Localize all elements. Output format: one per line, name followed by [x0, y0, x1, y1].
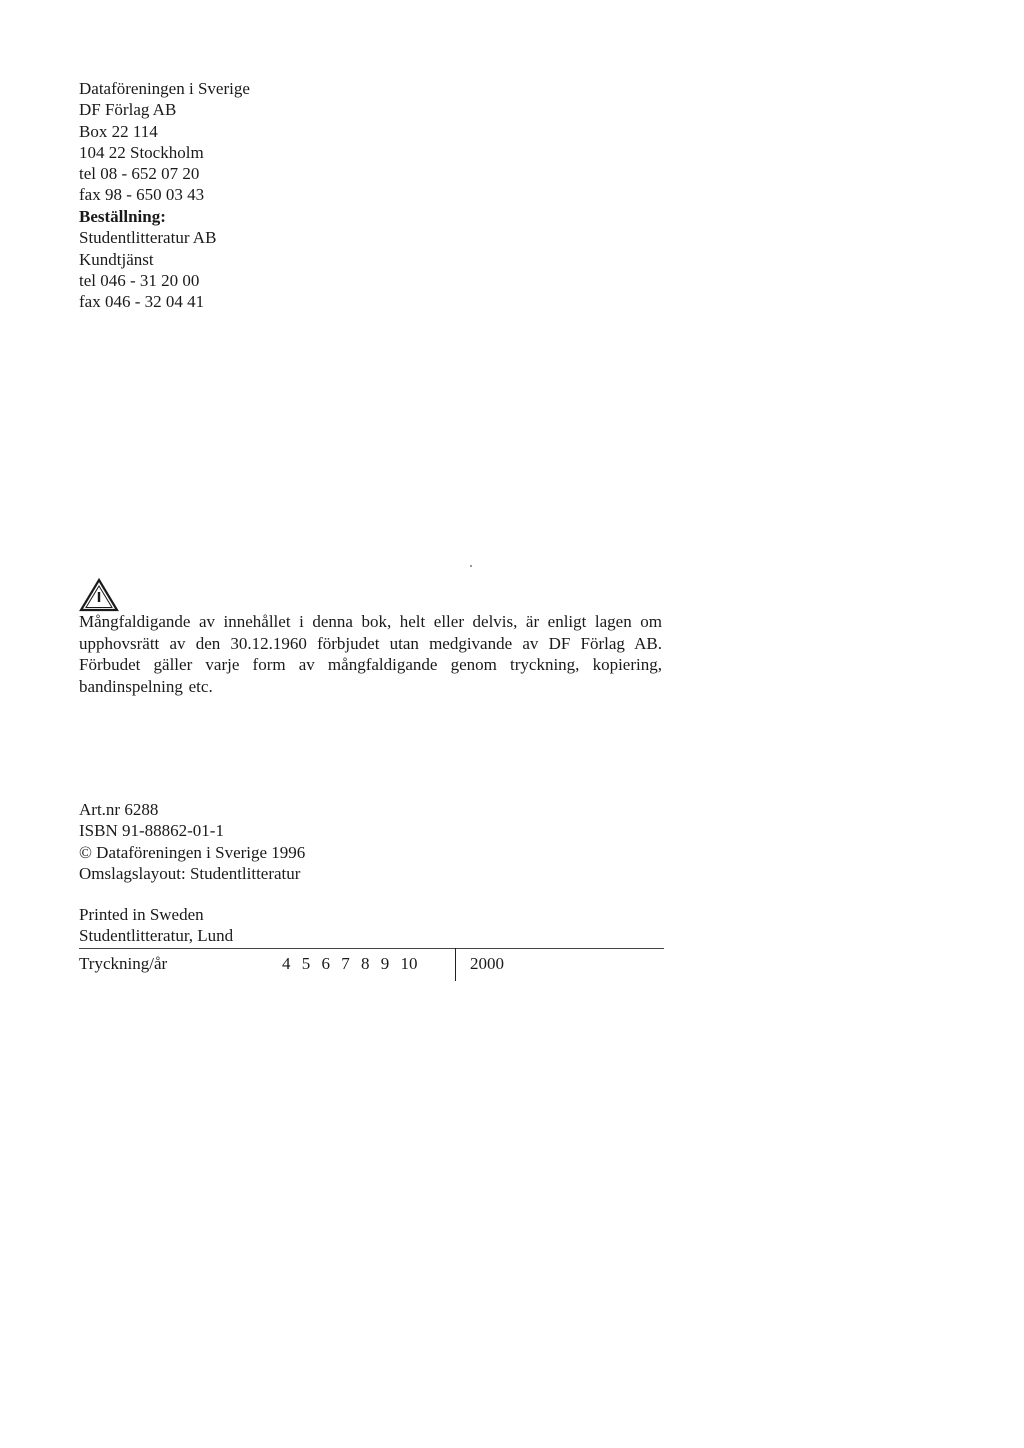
print-info [79, 904, 233, 947]
copyright-notice: Mångfaldigande av innehållet i denna bok, helt eller delvis, är enligt lagen om upphovsrätt av den 30.12.1960 förbjudet utan medgivande av DF Förlag AB. Förbudet gäller varje form av mångfaldigande genom tryckning, kopiering, bandinspelning etc. [79, 612, 662, 696]
order-heading: Beställning: [79, 207, 166, 226]
scan-speck [470, 565, 472, 567]
publisher-fax: fax 98 - 650 03 43 [79, 185, 205, 205]
warning-triangle-icon [79, 578, 119, 612]
cover-layout: Omslagslayout: Studentlitteratur [79, 863, 301, 883]
publisher-imprint: DF Förlag AB [79, 100, 177, 120]
order-department: Kundtjänst [79, 249, 154, 269]
printing-label: Tryckning/år [79, 954, 168, 973]
copyright-line: © Dataföreningen i Sverige 1996 [79, 842, 306, 862]
printing-numbers: 4 5 6 7 8 9 10 [282, 954, 418, 973]
book-info [79, 799, 305, 884]
order-fax: fax 046 - 32 04 41 [79, 292, 205, 312]
publisher-phone: tel 08 - 652 07 20 [79, 164, 200, 184]
article-number: Art.nr 6288 [79, 800, 159, 819]
order-company: Studentlitteratur AB [79, 228, 217, 248]
publisher-address [79, 78, 250, 206]
publisher-city: 104 22 Stockholm [79, 142, 204, 162]
order-info [79, 206, 216, 312]
printing-year: 2000 [470, 954, 504, 973]
publisher-name: Dataföreningen i Sverige [79, 79, 250, 98]
isbn: ISBN 91-88862-01-1 [79, 821, 224, 841]
order-phone: tel 046 - 31 20 00 [79, 270, 200, 290]
printing-divider [79, 948, 664, 949]
printed-in: Printed in Sweden [79, 905, 204, 924]
printer: Studentlitteratur, Lund [79, 926, 234, 946]
year-separator [455, 948, 456, 981]
publisher-box: Box 22 114 [79, 121, 158, 141]
